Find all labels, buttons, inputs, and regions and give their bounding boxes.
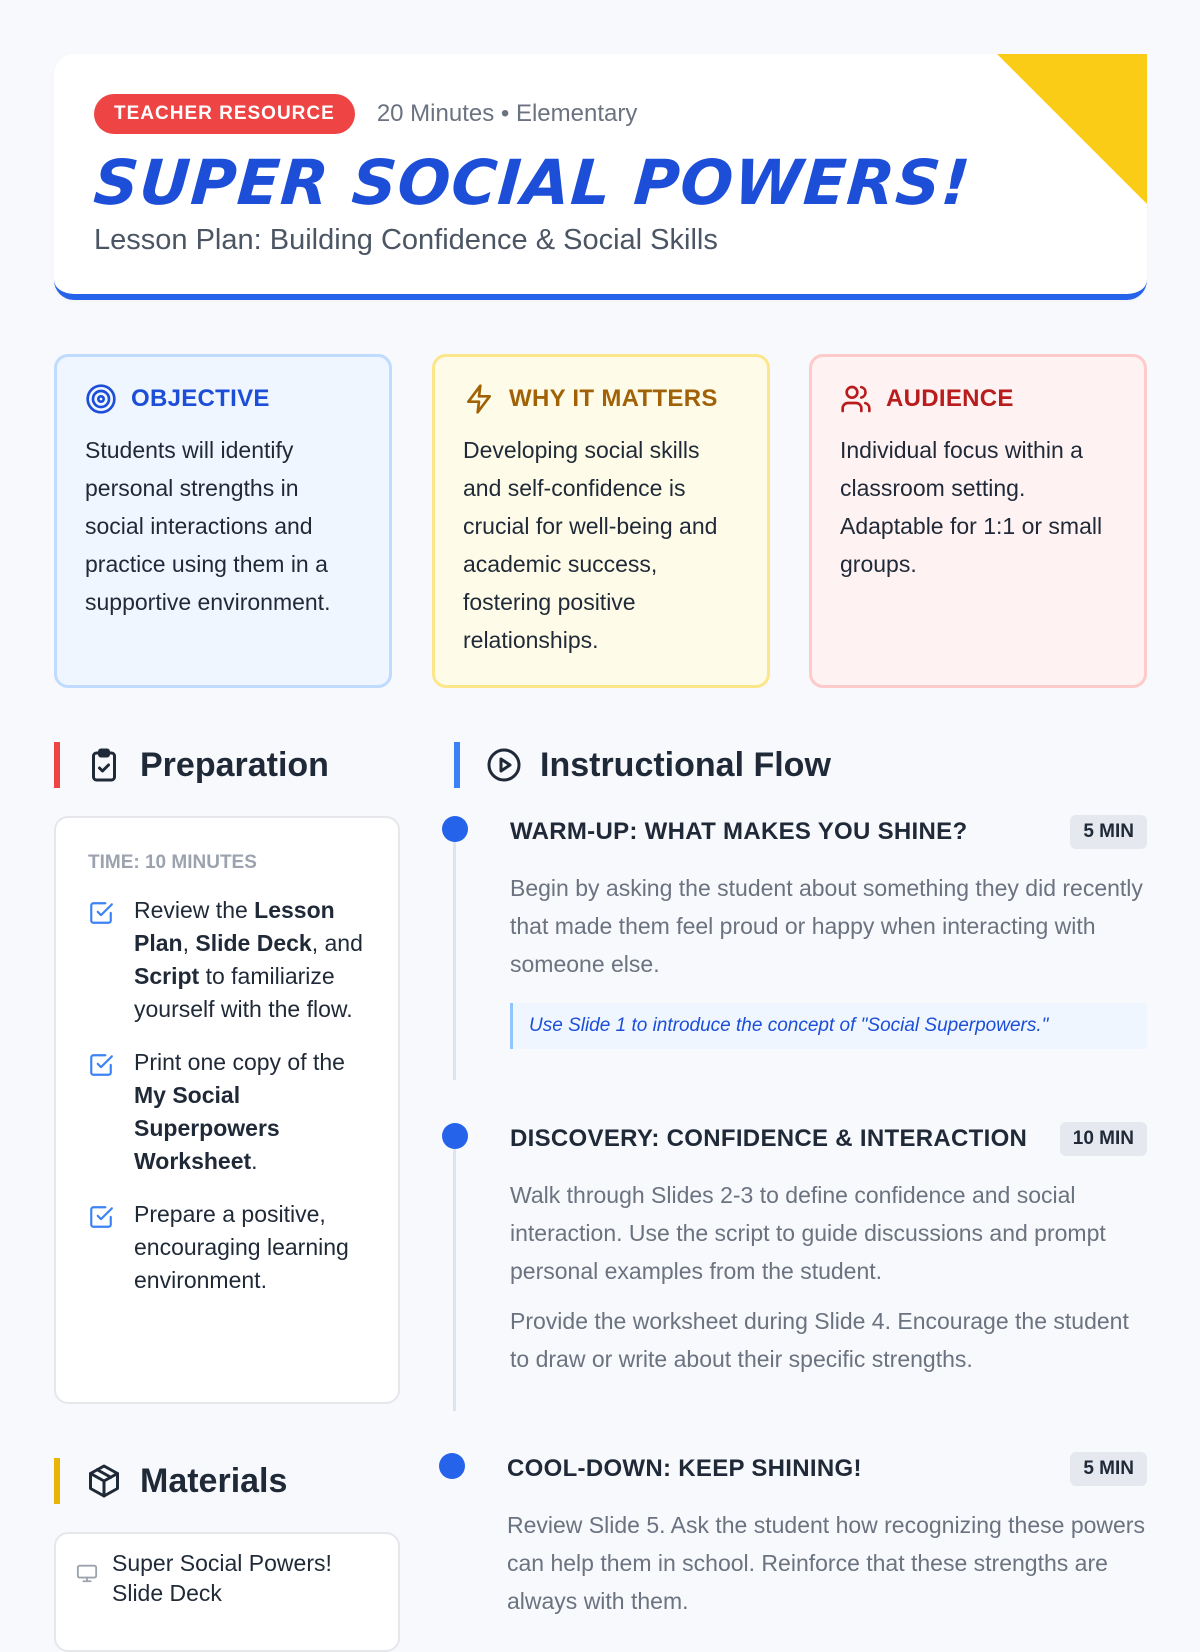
duration-badge: 10 MIN <box>1060 1122 1147 1156</box>
checklist-text: Review the Lesson Plan, Slide Deck, and Script to familiarize yourself with the flow. <box>134 897 363 1022</box>
step-title: DISCOVERY: CONFIDENCE & INTERACTION <box>510 1125 1028 1152</box>
checklist-item <box>88 1198 366 1297</box>
checkbox-checked-icon[interactable] <box>88 1204 114 1230</box>
flow-bar <box>454 742 460 788</box>
material-label: Super Social Powers! Slide Deck <box>112 1550 332 1606</box>
step-description: Walk through Slides 2-3 to define confidence and social interaction. Use the script to guide discussions and prompt personal examples from the student. <box>510 1182 1106 1284</box>
why-body: Developing social skills and self-confidence is crucial for well-being and academic success, fostering positive relationships. <box>463 437 718 653</box>
why-it-matters-card <box>432 354 770 688</box>
preparation-card <box>54 816 400 1404</box>
play-circle-icon <box>486 747 522 783</box>
step-note: Use Slide 1 to introduce the concept of "Social Superpowers." <box>510 1003 1147 1049</box>
flow-step-warmup <box>510 815 1147 1049</box>
checklist-text: Print one copy of the My Social Superpowers Worksheet. <box>134 1049 345 1174</box>
materials-bar <box>54 1458 60 1504</box>
resource-badge: TEACHER RESOURCE <box>94 94 355 134</box>
users-icon <box>840 383 872 415</box>
checkbox-checked-icon[interactable] <box>88 1052 114 1078</box>
step-title: COOL-DOWN: KEEP SHINING! <box>507 1455 862 1482</box>
preparation-heading <box>54 742 329 788</box>
step-description: Review Slide 5. Ask the student how recognizing these powers can help them in school. Reinforce that these strengths are always with them. <box>507 1512 1145 1614</box>
timeline-dot <box>439 1453 465 1479</box>
materials-card <box>54 1532 400 1652</box>
material-item <box>76 1548 378 1608</box>
checklist-item <box>88 1046 366 1178</box>
lesson-meta: 20 Minutes • Elementary <box>376 100 638 127</box>
objective-body: Students will identify personal strengths in social interactions and practice using them in a supportive environment. <box>85 437 331 615</box>
step-description: Provide the worksheet during Slide 4. Encourage the student to draw or write about their specific strengths. <box>510 1308 1129 1372</box>
objective-title: OBJECTIVE <box>131 385 270 412</box>
duration-badge: 5 MIN <box>1070 1452 1147 1486</box>
timeline-line <box>453 1137 456 1411</box>
flow-step-cooldown <box>507 1452 1147 1632</box>
package-icon <box>86 1463 122 1499</box>
page-subtitle: Lesson Plan: Building Confidence & Social Skills <box>94 224 718 256</box>
audience-body: Individual focus within a classroom setting. Adaptable for 1:1 or small groups. <box>840 437 1103 577</box>
duration-badge: 5 MIN <box>1070 815 1147 849</box>
monitor-icon <box>76 1562 98 1584</box>
checklist-item <box>88 894 366 1026</box>
flow-step-discovery <box>510 1122 1147 1390</box>
preparation-label: Preparation <box>140 745 329 784</box>
materials-label: Materials <box>140 1461 288 1500</box>
timeline-dot <box>442 1123 468 1149</box>
flow-heading <box>454 742 831 788</box>
corner-accent <box>997 54 1147 204</box>
preparation-time: TIME: 10 MINUTES <box>88 852 257 873</box>
why-title: WHY IT MATTERS <box>509 385 718 412</box>
materials-heading <box>54 1458 287 1504</box>
checklist-text: Prepare a positive, encouraging learning environment. <box>134 1201 349 1293</box>
step-description: Begin by asking the student about something they did recently that made them feel proud or happy when interacting with someone else. <box>510 875 1143 977</box>
preparation-bar <box>54 742 60 788</box>
audience-card <box>809 354 1147 688</box>
lightning-icon <box>463 383 495 415</box>
timeline-dot <box>442 816 468 842</box>
objective-card <box>54 354 392 688</box>
flow-label: Instructional Flow <box>540 745 831 784</box>
target-icon <box>85 383 117 415</box>
page-title: SUPER SOCIAL POWERS! <box>91 146 974 219</box>
step-title: WARM-UP: WHAT MAKES YOU SHINE? <box>510 818 968 845</box>
timeline-line <box>453 830 456 1080</box>
clipboard-check-icon <box>86 747 122 783</box>
header-card <box>54 54 1147 300</box>
audience-title: AUDIENCE <box>886 385 1014 412</box>
meta-row <box>94 94 637 134</box>
checkbox-checked-icon[interactable] <box>88 900 114 926</box>
